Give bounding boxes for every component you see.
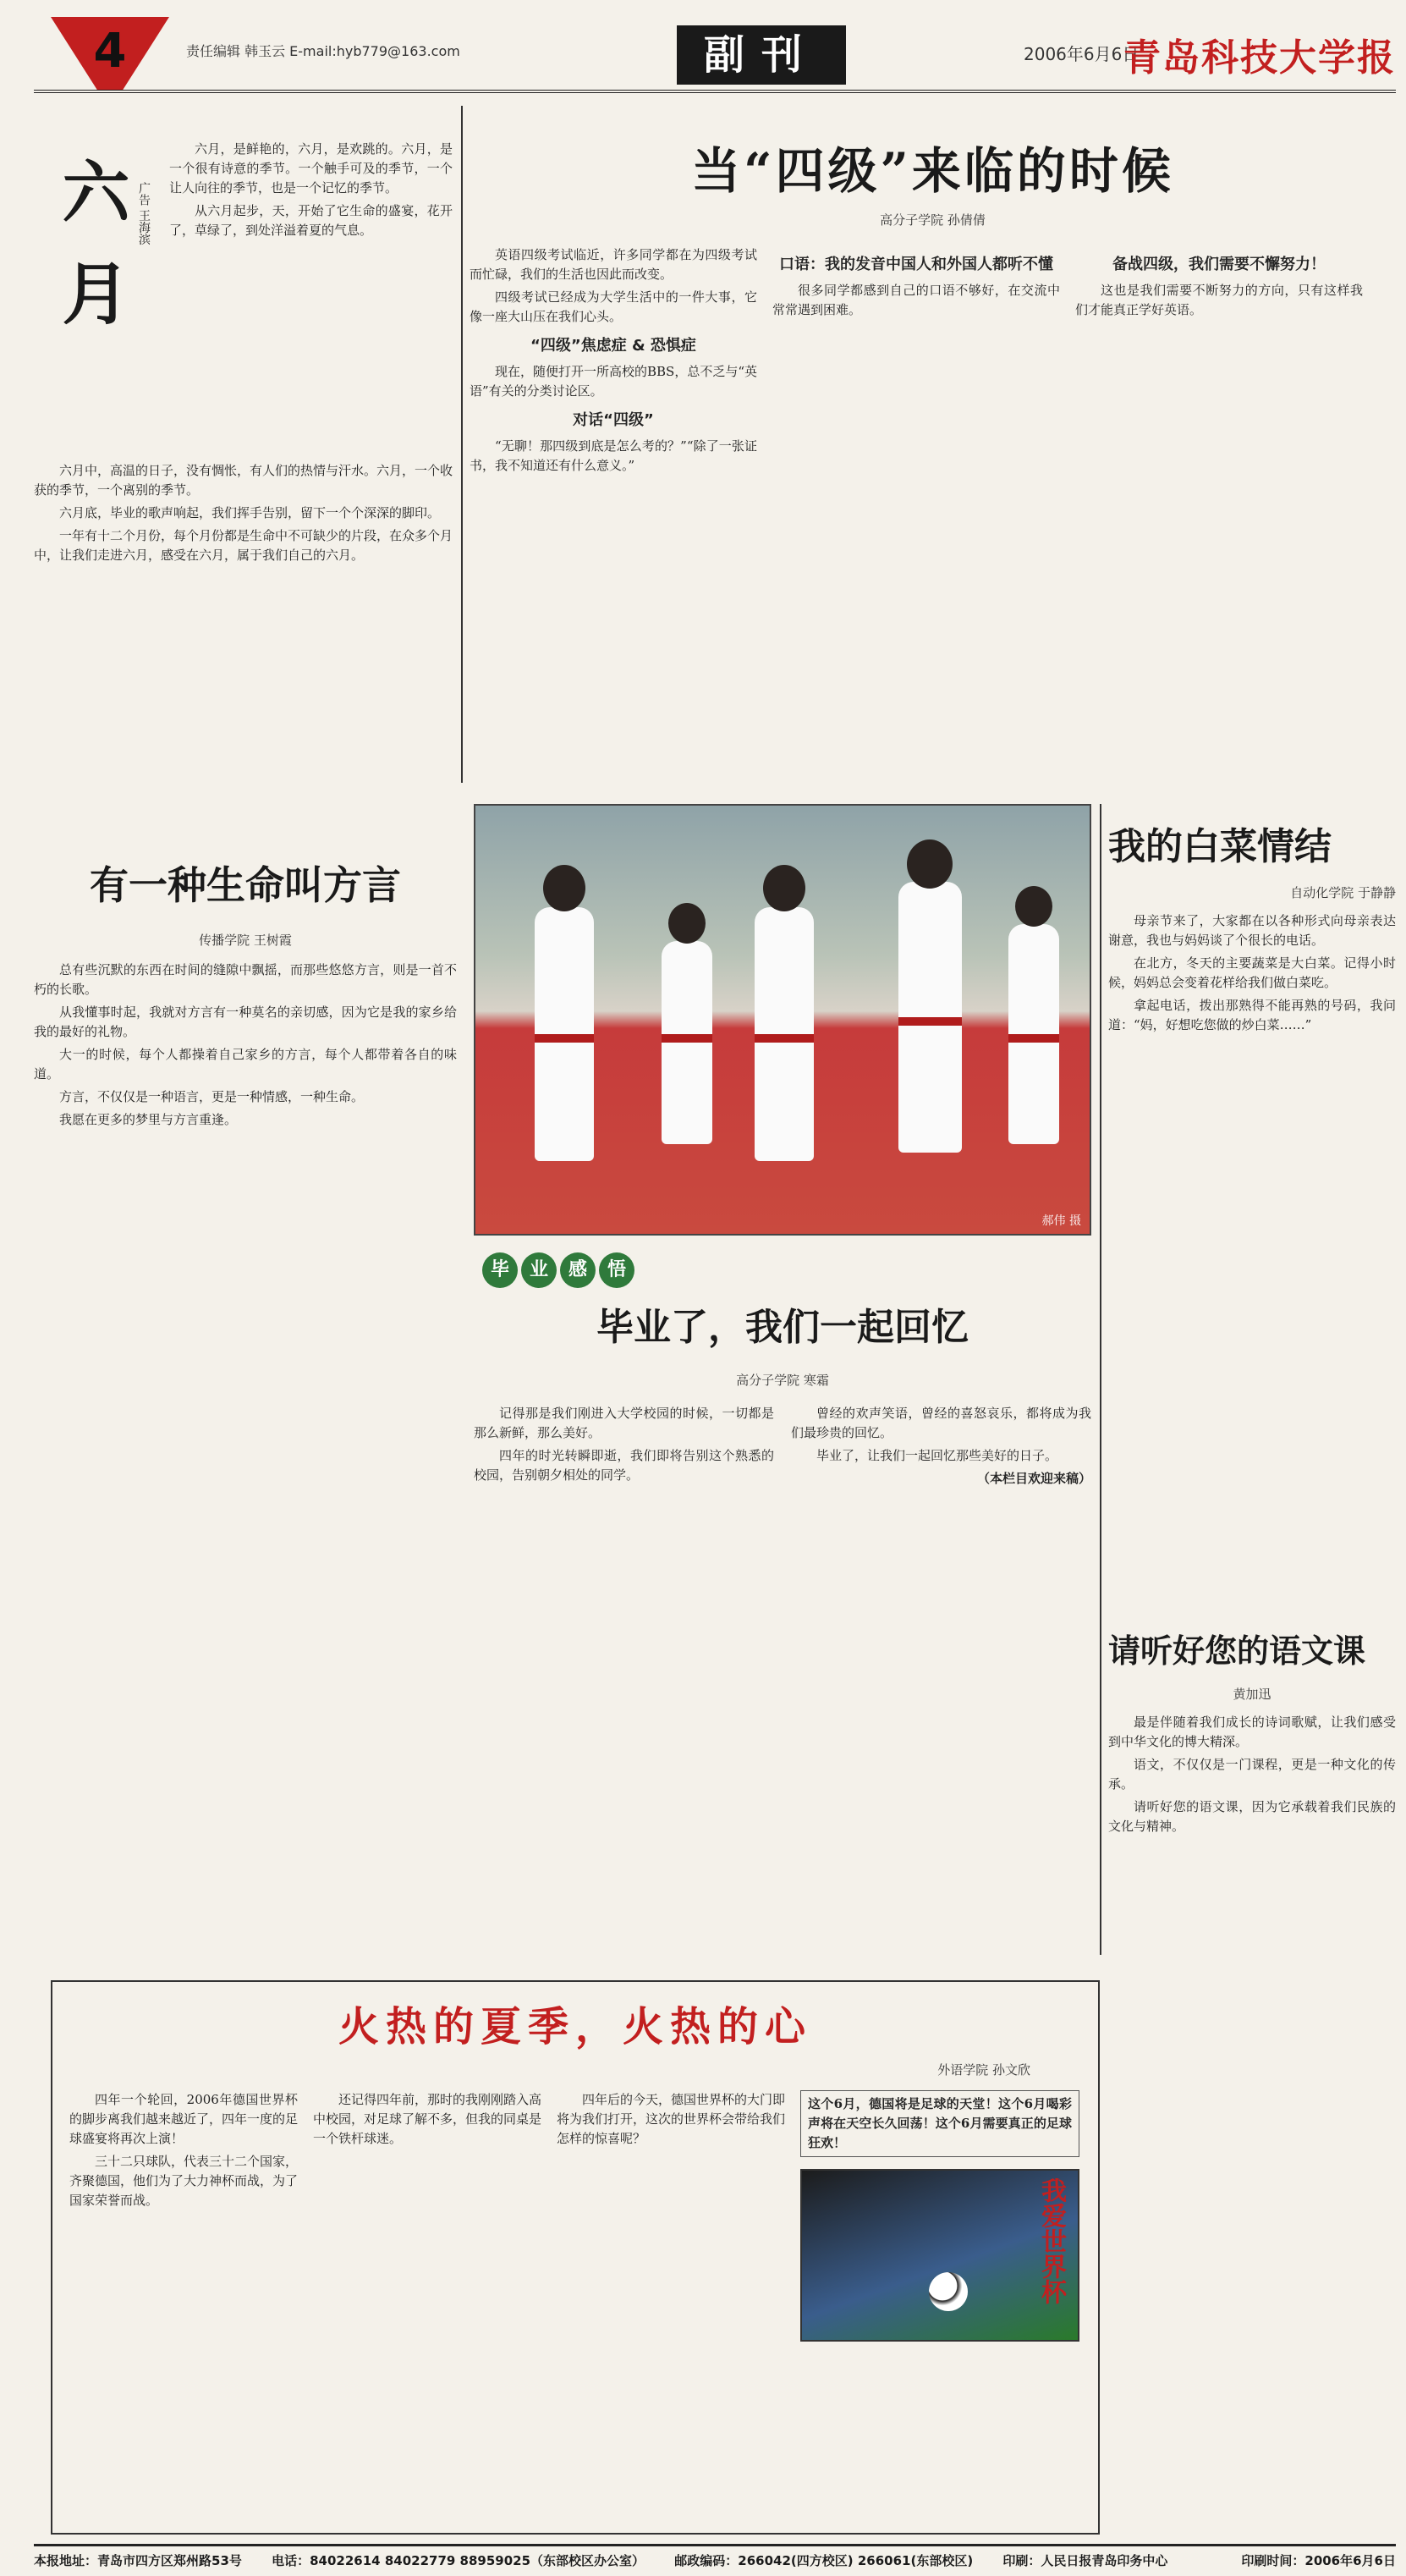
- worldcup-col-4: [800, 2090, 1079, 2342]
- baicai-paragraph: 在北方，冬天的主要蔬菜是大白菜。记得小时候，妈妈总会变着花样给我们做白菜吃。: [1108, 955, 1396, 990]
- footer-postcode: 邮政编码：266042(四方校区) 266061(东部校区): [674, 2553, 974, 2568]
- graduation-badge-char: 毕: [482, 1252, 518, 1288]
- siji-subhead: “四级”焦虑症 & 恐惧症: [530, 337, 696, 355]
- siji-paragraph: 这也是我们需要不断努力的方向，只有这样我们才能真正学好英语。: [1075, 283, 1363, 317]
- fangyan-paragraph: 我愿在更多的梦里与方言重逢。: [59, 1112, 238, 1127]
- issue-date: 2006年6月6日: [1024, 44, 1140, 64]
- worldcup-col-1: [69, 2090, 298, 2342]
- footer-printer: 印刷：人民日报青岛印务中心: [1002, 2553, 1168, 2568]
- june-body: [169, 140, 453, 244]
- siji-article: [470, 106, 1396, 791]
- siji-paragraph: 四级考试已经成为大学生活中的一件大事，它像一座大山压在我们心头。: [470, 289, 757, 324]
- worldcup-callout: 这个6月，德国将是足球的天堂！这个6月喝彩声将在天空长久回荡！这个6月需要真正的足球狂欢！: [800, 2090, 1079, 2157]
- soccer-ball-icon: [929, 2272, 968, 2311]
- child-head: [763, 865, 805, 911]
- siji-subhead: 备战四级，我们需要不懈努力！: [1112, 256, 1326, 273]
- baicai-author: 自动化学院 于静静: [1290, 885, 1396, 900]
- siji-col-2: [772, 245, 1060, 479]
- section-title: 副刊: [677, 25, 846, 85]
- baicai-body: [1108, 911, 1396, 1035]
- siji-subhead: 对话“四级”: [573, 411, 654, 429]
- footer: [34, 2544, 1396, 2569]
- footer-print-date: 印刷时间：2006年6月6日: [1241, 2553, 1396, 2568]
- paper-name: 青岛科技大学报: [1123, 36, 1396, 80]
- siji-paragraph: 很多同学都感到自己的口语不够好，在交流中常常遇到困难。: [772, 283, 1060, 317]
- worldcup-paragraph: 还记得四年前，那时的我刚刚踏入高中校园，对足球了解不多，但我的同桌是一个铁杆球迷。: [313, 2092, 542, 2146]
- graduation-badges: [482, 1252, 1091, 1288]
- siji-paragraph: 英语四级考试临近，许多同学都在为四级考试而忙碌，我们的生活也因此而改变。: [470, 247, 757, 282]
- baicai-article: [1108, 804, 1396, 1591]
- graduation-paragraph: 曾经的欢声笑语，曾经的喜怒哀乐，都将成为我们最珍贵的回忆。: [791, 1406, 1091, 1440]
- june-paragraph: 六月中，高温的日子，没有惆怅，有人们的热情与汗水。六月，一个收获的季节，一个离别的季节。: [34, 463, 453, 498]
- child-head: [1015, 886, 1052, 927]
- worldcup-photo: [800, 2169, 1079, 2342]
- baicai-title: 我的白菜情结: [1108, 825, 1332, 868]
- photo-credit: 郝伟 摄: [1041, 1214, 1081, 1228]
- worldcup-col-2: [313, 2090, 541, 2342]
- graduation-paragraph: 毕业了，让我们一起回忆那些美好的日子。: [816, 1448, 1058, 1463]
- siji-title: 当“四级”来临的时候: [691, 142, 1174, 200]
- child-figure: [662, 941, 712, 1144]
- siji-col-1: [470, 245, 757, 479]
- graduation-article: [474, 1252, 1091, 1963]
- baicai-paragraph: 拿起电话，拨出那熟得不能再熟的号码，我问道：“妈，好想吃您做的炒白菜……”: [1108, 998, 1396, 1032]
- june-paragraph: 一年有十二个月份，每个月份都是生命中不可缺少的片段，在众多个月中，让我们走进六月，感受在六月，属于我们自己的六月。: [34, 528, 453, 563]
- martial-arts-photo: [474, 804, 1091, 1236]
- editor-info: 责任编辑 韩玉云 E-mail:hyb779@163.com: [186, 43, 460, 59]
- fangyan-paragraph: 方言，不仅仅是一种语言，更是一种情感，一种生命。: [59, 1089, 365, 1104]
- worldcup-author: 外语学院 孙文欣: [937, 2062, 1030, 2078]
- fangyan-paragraph: 大一的时候，每个人都操着自己家乡的方言，每个人都带着各自的味道。: [34, 1047, 457, 1082]
- siji-subhead: 口语：我的发音中国人和外国人都听不懂: [779, 256, 1053, 273]
- worldcup-stamp: 我爱世界杯: [1036, 2177, 1066, 2304]
- page-number: 4: [93, 24, 127, 79]
- child-head: [668, 903, 706, 944]
- june-paragraph: 六月底，毕业的歌声响起，我们挥手告别，留下一个个深深的脚印。: [59, 505, 441, 520]
- graduation-badge-char: 悟: [599, 1252, 634, 1288]
- fangyan-body: [34, 960, 457, 1130]
- yuwen-article: [1108, 1599, 1396, 2539]
- graduation-columns: [474, 1404, 1091, 1492]
- siji-col-3: [1075, 245, 1363, 479]
- graduation-badge-char: 业: [521, 1252, 557, 1288]
- yuwen-paragraph: 语文，不仅仅是一门课程，更是一种文化的传承。: [1108, 1757, 1396, 1792]
- worldcup-title: 火热的夏季，火热的心: [338, 2003, 812, 2050]
- june-paragraph: 六月，是鲜艳的，六月，是欢跳的。六月，是一个很有诗意的季节。一个触手可及的季节，一个让人向往的季节，也是一个记忆的季节。: [169, 141, 453, 195]
- graduation-title: 毕业了，我们一起回忆: [596, 1306, 969, 1349]
- graduation-paragraph: 四年的时光转瞬即逝，我们即将告别这个熟悉的校园，告别朝夕相处的同学。: [474, 1448, 774, 1483]
- siji-paragraph: “无聊！那四级到底是怎么考的？”“除了一张证书，我不知道还有什么意义。”: [470, 438, 757, 473]
- june-author: 广告 王海滨: [137, 182, 151, 245]
- footer-phone: 电话：84022614 84022779 88959025（东部校区办公室）: [272, 2553, 645, 2568]
- worldcup-columns: [69, 2090, 1081, 2342]
- column-divider: [461, 106, 463, 783]
- worldcup-col-3: [557, 2090, 785, 2342]
- graduation-paragraph: 记得那是我们刚进入大学校园的时候，一切都是那么新鲜，那么美好。: [474, 1406, 774, 1440]
- fangyan-paragraph: 从我懂事时起，我就对方言有一种莫名的亲切感，因为它是我的家乡给我的最好的礼物。: [34, 1005, 457, 1039]
- june-title: 六月: [51, 157, 130, 360]
- masthead: [34, 17, 1396, 93]
- siji-author: 高分子学院 孙倩倩: [880, 212, 986, 228]
- june-paragraph: 从六月起步，天，开始了它生命的盛宴，花开了，草绿了，到处洋溢着夏的气息。: [169, 203, 453, 238]
- yuwen-paragraph: 最是伴随着我们成长的诗词歌赋，让我们感受到中华文化的博大精深。: [1108, 1715, 1396, 1749]
- child-figure: [755, 907, 814, 1161]
- worldcup-article: [51, 1980, 1100, 2535]
- graduation-col-1: [474, 1404, 774, 1492]
- child-head: [543, 865, 585, 911]
- child-figure: [535, 907, 594, 1161]
- column-divider: [1100, 804, 1101, 1955]
- fangyan-author: 传播学院 王树霞: [199, 933, 292, 948]
- graduation-author: 高分子学院 寒霜: [736, 1373, 829, 1388]
- fangyan-paragraph: 总有些沉默的东西在时间的缝隙中飘摇，而那些悠悠方言，则是一首不朽的长歌。: [34, 962, 457, 997]
- yuwen-title: 请听好您的语文课: [1108, 1632, 1366, 1670]
- footer-address: 本报地址：青岛市四方区郑州路53号: [34, 2553, 242, 2568]
- graduation-note: （本栏目欢迎来稿）: [976, 1471, 1091, 1486]
- siji-paragraph: 现在，随便打开一所高校的BBS，总不乏与“英语”有关的分类讨论区。: [470, 364, 757, 399]
- child-figure: [898, 882, 962, 1153]
- siji-columns: [470, 245, 1396, 479]
- child-figure: [1008, 924, 1059, 1144]
- worldcup-paragraph: 四年一个轮回，2006年德国世界杯的脚步离我们越来越近了，四年一度的足球盛宴将再次上演！: [69, 2092, 299, 2146]
- june-body-lower: [34, 461, 453, 569]
- child-head: [907, 839, 953, 889]
- graduation-badge-char: 感: [560, 1252, 596, 1288]
- yuwen-paragraph: 请听好您的语文课，因为它承载着我们民族的文化与精神。: [1108, 1799, 1396, 1834]
- fangyan-article: [34, 838, 457, 1963]
- baicai-paragraph: 母亲节来了，大家都在以各种形式向母亲表达谢意，我也与妈妈谈了个很长的电话。: [1108, 913, 1396, 948]
- graduation-col-2: [791, 1404, 1091, 1492]
- june-article: [34, 106, 457, 825]
- fangyan-title: 有一种生命叫方言: [90, 862, 401, 908]
- yuwen-body: [1108, 1713, 1396, 1836]
- worldcup-paragraph: 三十二只球队，代表三十二个国家，齐聚德国，他们为了大力神杯而战，为了国家荣誉而战。: [69, 2154, 299, 2208]
- yuwen-author: 黄加迅: [1233, 1687, 1271, 1702]
- worldcup-paragraph: 四年后的今天，德国世界杯的大门即将为我们打开，这次的世界杯会带给我们怎样的惊喜呢？: [557, 2092, 786, 2146]
